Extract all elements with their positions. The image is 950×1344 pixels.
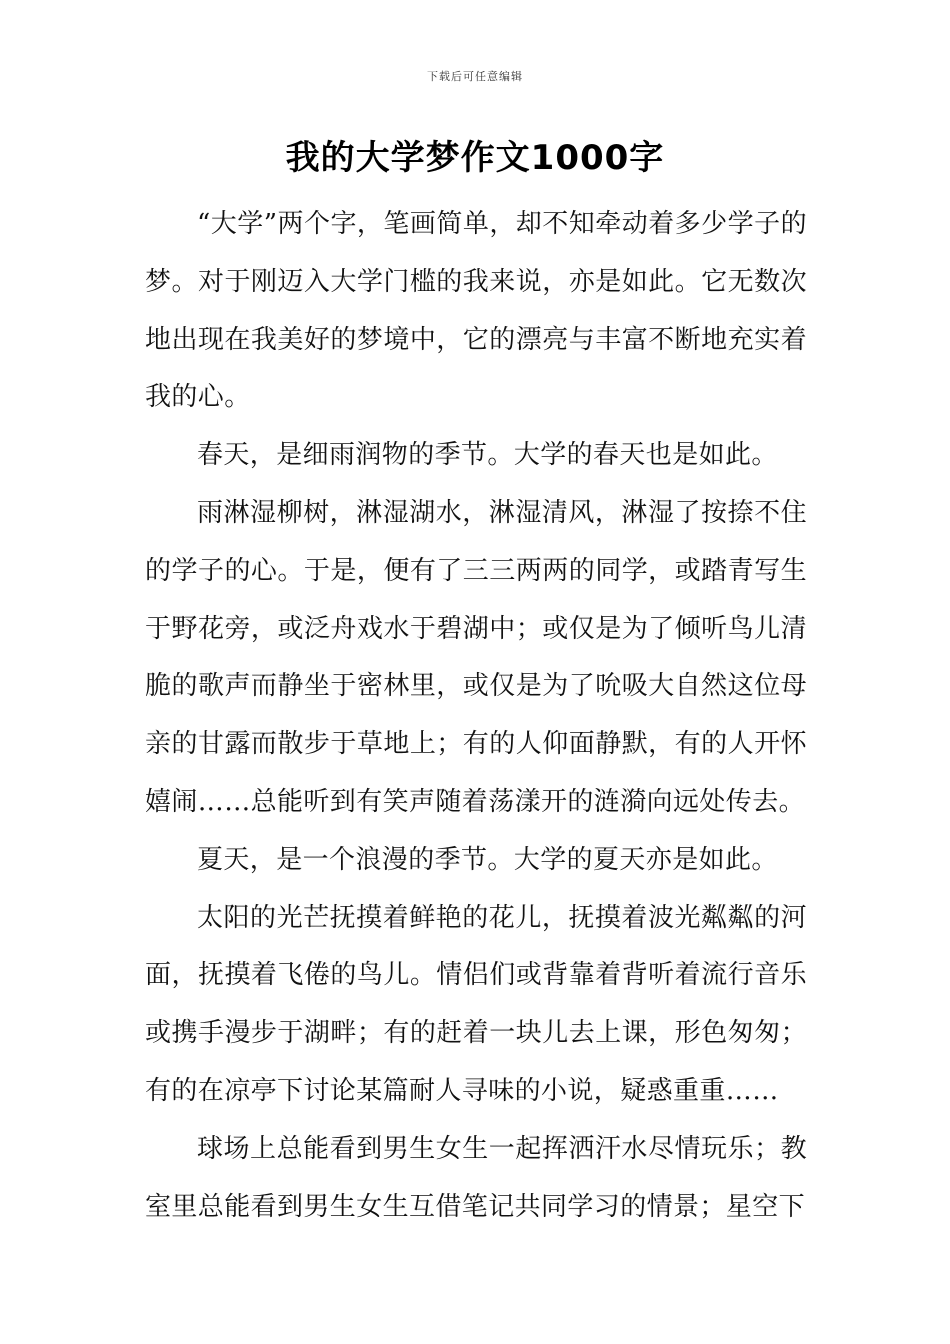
document-title: 我的大学梦作文1000字 xyxy=(285,138,665,178)
paragraph: 球场上总能看到男生女生一起挥洒汗水尽情玩乐；教室里总能看到男生女生互借笔记共同学习的情景；星空下 xyxy=(145,1133,807,1222)
header-note: 下载后可任意编辑 xyxy=(427,70,523,83)
paragraph: 夏天，是一个浪漫的季节。大学的夏天亦是如此。 xyxy=(197,844,778,875)
paragraph: “大学”两个字，笔画简单，却不知牵动着多少学子的梦。对于刚迈入大学门槛的我来说，亦是如此。它无数次地出现在我美好的梦境中，它的漂亮与丰富不断地充实着我的心。 xyxy=(145,209,807,413)
paragraph: 春天，是细雨润物的季节。大学的春天也是如此。 xyxy=(197,440,778,471)
paragraph: 太阳的光芒抚摸着鲜艳的花儿，抚摸着波光粼粼的河面，抚摸着飞倦的鸟儿。情侣们或背靠着背听着流行音乐或携手漫步于湖畔；有的赶着一块儿去上课，形色匆匆；有的在凉亭下讨论某篇耐人寻味的小说，疑惑重重…… xyxy=(145,902,807,1106)
paragraph: 雨淋湿柳树，淋湿湖水，淋湿清风，淋湿了按捺不住的学子的心。于是，便有了三三两两的同学，或踏青写生于野花旁，或泛舟戏水于碧湖中；或仅是为了倾听鸟儿清脆的歌声而静坐于密林里，或仅是为了吮吸大自然这位母亲的甘露而散步于草地上；有的人仰面静默，有的人开怀嬉闹……总能听到有笑声随着荡漾开的涟漪向远处传去。 xyxy=(145,497,807,817)
document-body xyxy=(145,196,807,1236)
